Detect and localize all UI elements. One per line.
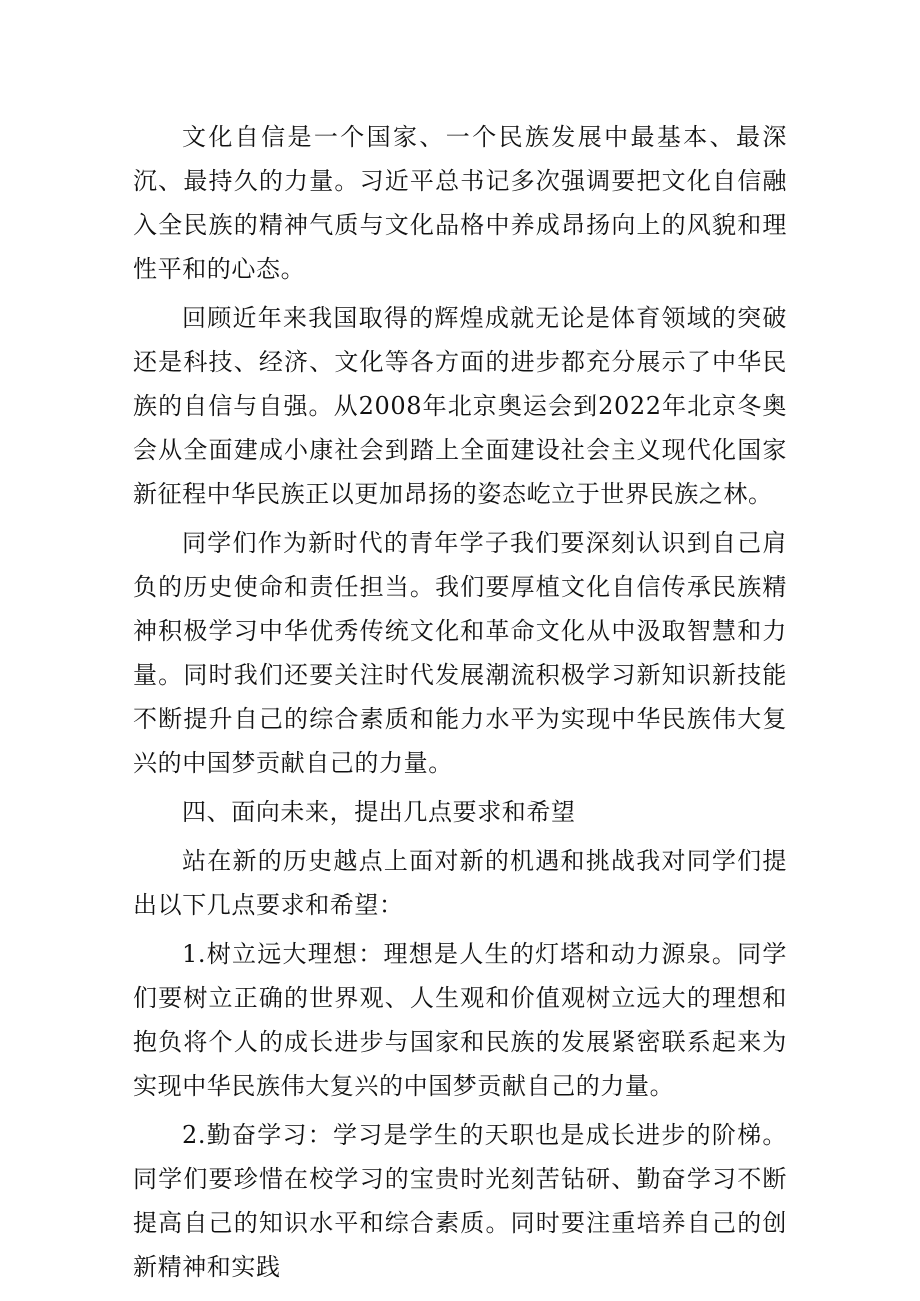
paragraph-youth-mission: 同学们作为新时代的青年学子我们要深刻认识到自己肩负的历史使命和责任担当。我们要厚植文化自信传承民族精神积极学习中华优秀传统文化和革命文化从中汲取智慧和力量。同时我们还要关注时代发展潮流积极学习新知识新技能不断提升自己的综合素质和能力水平为实现中华民族伟大复兴的中国梦贡献自己的力量。 [133,529,787,777]
paragraph-requirements-intro: 站在新的历史越点上面对新的机遇和挑战我对同学们提出以下几点要求和希望： [133,847,787,919]
paragraph-achievements: 回顾近年来我国取得的辉煌成就无论是体育领域的突破还是科技、经济、文化等各方面的进步都充分展示了中华民族的自信与自强。从2008年北京奥运会到2022年北京冬奥会从全面建成小康社会到踏上全面建设社会主义现代化国家新征程中华民族正以更加昂扬的姿态屹立于世界民族之林。 [133,304,787,508]
list-item-study: 2.勤奋学习：学习是学生的天职也是成长进步的阶梯。同学们要珍惜在校学习的宝贵时光刻苦钻研、勤奋学习不断提高自己的知识水平和综合素质。同时要注重培养自己的创新精神和实践 [133,1121,787,1281]
list-item-ideals: 1.树立远大理想：理想是人生的灯塔和动力源泉。同学们要树立正确的世界观、人生观和价值观树立远大的理想和抱负将个人的成长进步与国家和民族的发展紧密联系起来为实现中华民族伟大复兴的中国梦贡献自己的力量。 [133,940,787,1100]
paragraph-cultural-confidence: 文化自信是一个国家、一个民族发展中最基本、最深沉、最持久的力量。习近平总书记多次强调要把文化自信融入全民族的精神气质与文化品格中养成昂扬向上的风貌和理性平和的心态。 [133,123,787,283]
section-heading-future: 四、面向未来，提出几点要求和希望 [182,798,576,826]
document-body [133,115,787,1294]
